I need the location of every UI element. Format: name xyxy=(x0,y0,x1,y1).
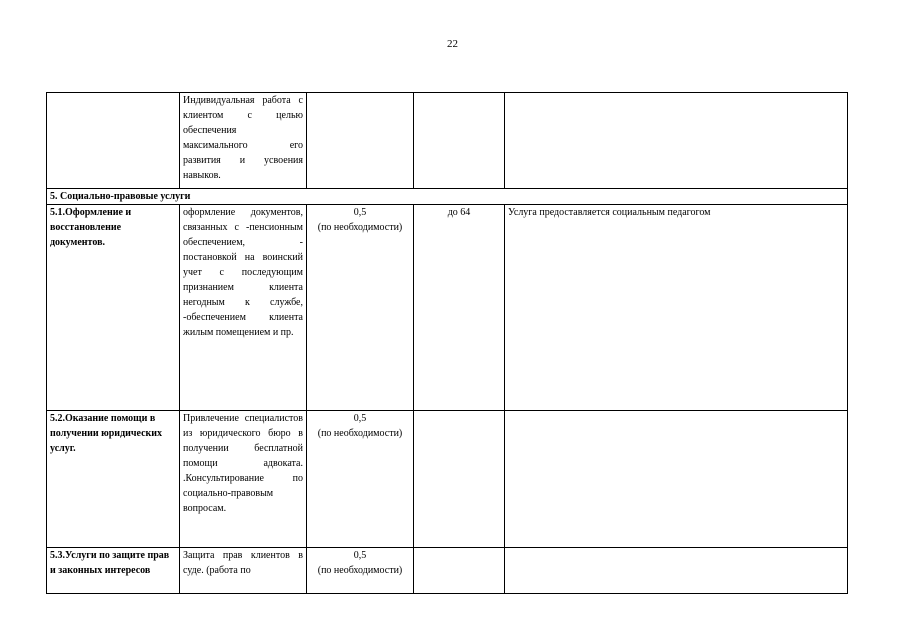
note-cell xyxy=(505,548,848,594)
section-title: 5. Социально-правовые услуги xyxy=(47,189,848,205)
note-cell xyxy=(505,411,848,548)
norm-value: 0,5 (по необходимости) xyxy=(317,550,403,576)
service-description-cell: Защита прав клиентов в суде. (работа по xyxy=(180,548,307,594)
service-description-cell: Индивидуальная работа с клиентом с целью обеспечения максимального его развития и усвоения навыков. xyxy=(180,93,307,189)
service-name-cell: 5.3.Услуги по защите прав и законных интересов xyxy=(47,548,180,594)
cost-cell xyxy=(414,93,505,189)
norm-value: 0,5 (по необходимости) xyxy=(317,413,403,439)
norm-cell xyxy=(307,205,414,411)
service-description-cell: Привлечение специалистов из юридического бюро в получении бесплатной помощи адвоката. .Консультирование по социально-правовым вопросам. xyxy=(180,411,307,548)
page-number: 22 xyxy=(447,38,458,50)
norm-value: 0,5 (по необходимости) xyxy=(317,207,403,233)
table-row xyxy=(47,205,848,411)
service-description-cell: оформление документов, связанных с -пенсионным обеспечением, - постановкой на воинский учет с последующим признанием клиента негодным к службе, -обеспечением клиента жилым помещением и пр. xyxy=(180,205,307,411)
cost-cell xyxy=(414,548,505,594)
table-row xyxy=(47,548,848,594)
table-row xyxy=(47,411,848,548)
table-row xyxy=(47,93,848,189)
norm-cell xyxy=(307,548,414,594)
norm-cell xyxy=(307,93,414,189)
note-cell xyxy=(505,93,848,189)
service-name-cell: 5.2.Оказание помощи в получении юридических услуг. xyxy=(47,411,180,548)
services-table xyxy=(46,92,848,594)
cost-cell: до 64 xyxy=(414,205,505,411)
service-name-cell: 5.1.Оформление и восстановление документов. xyxy=(47,205,180,411)
service-name-cell xyxy=(47,93,180,189)
norm-cell xyxy=(307,411,414,548)
cost-cell xyxy=(414,411,505,548)
section-header-row xyxy=(47,189,848,205)
note-cell: Услуга предоставляется социальным педагогом xyxy=(505,205,848,411)
